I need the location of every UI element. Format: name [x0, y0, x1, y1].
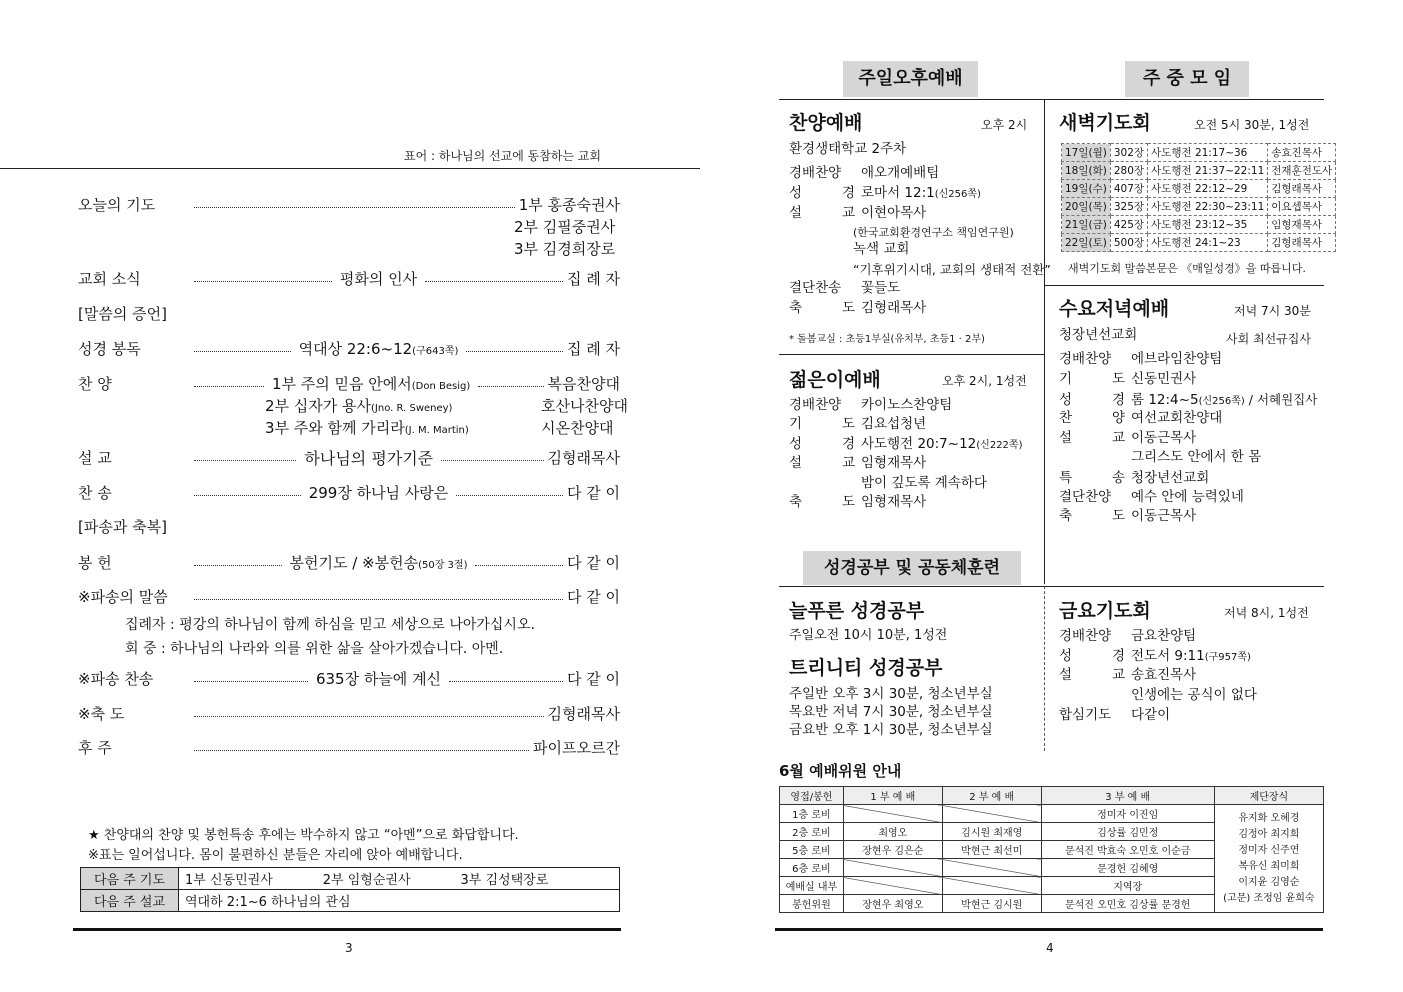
- table-cell: 최영오: [843, 823, 942, 841]
- friday-row: 설 교 송효진목사: [1059, 667, 1197, 683]
- table-cell: 지역장: [1041, 877, 1214, 895]
- praise-extra: 녹색 교회: [853, 241, 910, 257]
- sending-line-1: 집례자 : 평강의 하나님이 함께 하심을 믿고 세상으로 나아가십시오.: [125, 617, 535, 633]
- dawn-time: 오전 5시 30분, 1성전: [1194, 118, 1310, 132]
- praise-time: 오후 2시: [981, 118, 1028, 132]
- note-1: ★ 찬양대의 찬양 및 봉헌특송 후에는 박수하지 않고 “아멘”으로 화답합니다.: [88, 828, 519, 843]
- order-send-song: ※파송 찬송 635장 하늘에 계신 다 같 이: [78, 669, 620, 688]
- table-header: 2 부 예 배: [942, 787, 1041, 805]
- table-row: [1062, 180, 1336, 198]
- duty-table: [779, 786, 1324, 913]
- table-cell: [843, 805, 942, 823]
- table-row: 다음 주 기도 1부 신동민권사 2부 임형순권사 3부 김성택장로: [81, 868, 620, 890]
- table-cell: 1층 로비: [780, 805, 844, 823]
- table-row: [1062, 144, 1336, 162]
- praise-title: 찬양예배: [789, 112, 863, 134]
- friday-row: 성 경 전도서 9:11(구957쪽): [1059, 648, 1251, 664]
- altar-cell: [1214, 805, 1323, 913]
- friday-row: 인생에는 공식이 없다: [1131, 687, 1257, 703]
- bible1-line: 주일오전 10시 10분, 1성전: [789, 628, 948, 643]
- altar-name: 이지윤 김영순: [1238, 876, 1300, 888]
- table-cell: [942, 859, 1041, 877]
- table-cell: 이요셉목사: [1268, 198, 1336, 216]
- order-sermon: 설 교 하나님의 평가기준 김형래목사: [78, 448, 620, 468]
- duty-title: 6월 예배위원 안내: [779, 762, 902, 780]
- table-cell: 장현우 김은순: [843, 841, 942, 859]
- table-cell: 302장: [1110, 144, 1147, 162]
- table-cell: 봉헌위원: [780, 895, 844, 913]
- table-cell: 사도행전 21:17~36: [1148, 144, 1268, 162]
- wed-row: 설 교 이동근목사: [1059, 430, 1197, 446]
- banner-sunday-afternoon: 주일오후예배: [843, 61, 978, 97]
- bottom-rule: [775, 928, 1323, 931]
- wed-row: 찬 양 여선교회찬양대: [1059, 410, 1223, 426]
- sending-line-2: 회 중 : 하나님의 나라와 의를 위한 삶을 살아가겠습니다. 아멘.: [125, 641, 504, 657]
- table-header: 3 부 예 배: [1041, 787, 1214, 805]
- table-cell: 425장: [1110, 216, 1147, 234]
- table-header-row: [780, 787, 1324, 805]
- altar-name: 복유신 최미희: [1238, 860, 1300, 872]
- table-cell: 6층 로비: [780, 859, 844, 877]
- wed-sub-right: 사회 최선규집사: [1226, 332, 1311, 346]
- altar-name: 정미자 신주연: [1238, 844, 1300, 856]
- friday-row: 경배찬양 금요찬양팀: [1059, 628, 1197, 644]
- wed-row: 성 경 롬 12:4~5(신256쪽) / 서혜원집사: [1059, 392, 1318, 408]
- praise-extra: (한국교회환경연구소 책임연구원): [853, 226, 1014, 239]
- praise-row: 경배찬양 애오개예배팀: [789, 165, 940, 181]
- youth-row: 성 경 사도행전 20:7~12(신222쪽): [789, 436, 1023, 452]
- praise-sub: 환경생태학교 2주차: [789, 141, 907, 157]
- table-cell: 김형래목사: [1268, 180, 1336, 198]
- table-row: [1062, 162, 1336, 180]
- table-row: 다음 주 설교 역대하 2:1~6 하나님의 관심: [81, 890, 620, 912]
- table-cell: 김시원 최재영: [942, 823, 1041, 841]
- banner-weekday: 주 중 모 임: [1125, 61, 1249, 97]
- praise-row: 결단찬송 꽃들도: [789, 280, 901, 296]
- table-cell: 20일(목): [1062, 198, 1111, 216]
- wed-row: 경배찬양 에브라임찬양팀: [1059, 351, 1223, 367]
- table-cell: [843, 859, 942, 877]
- prayer-line-3: 3부 김경희장로: [514, 240, 616, 258]
- bible2-line: 목요반 저녁 7시 30분, 청소년부실: [789, 704, 993, 720]
- hymn-2: 2부 십자가 용사(Jno. R. Sweney): [265, 397, 453, 415]
- table-cell: 문경헌 김혜영: [1041, 859, 1214, 877]
- praise-row: 축 도 김형래목사: [789, 300, 927, 316]
- table-cell: 장현우 최영오: [843, 895, 942, 913]
- bible2-line: 주일반 오후 3시 30분, 청소년부실: [789, 686, 993, 702]
- praise-extra: “기후위기시대, 교회의 생태적 전환”: [853, 262, 1051, 277]
- wed-time: 저녁 7시 30분: [1234, 304, 1311, 318]
- youth-row: 축 도 임형재목사: [789, 494, 927, 510]
- wed-row: 결단찬양 예수 안에 능력있네: [1059, 489, 1244, 505]
- order-postlude: 후 주 파이프오르간: [78, 738, 620, 757]
- youth-row: 경배찬양 카이노스찬양팀: [789, 397, 953, 413]
- table-cell: [942, 805, 1041, 823]
- table-cell: 임형재목사: [1268, 216, 1336, 234]
- wed-row: 특 송 청장년선교회: [1059, 470, 1210, 486]
- altar-name: (고문) 조정임 윤희숙: [1223, 892, 1315, 904]
- youth-row: 설 교 임형재목사: [789, 455, 927, 471]
- order-news: 교회 소식 평화의 인사 집 례 자: [78, 269, 621, 288]
- dawn-title: 새벽기도회: [1059, 112, 1151, 134]
- table-cell: 박현근 최선미: [942, 841, 1041, 859]
- wed-title: 수요저녁예배: [1059, 298, 1170, 320]
- order-prayer: [78, 193, 620, 215]
- hymn-3: 3부 주와 함께 가리라(J. M. Martin): [265, 419, 469, 437]
- table-header: 제단장식: [1214, 787, 1323, 805]
- altar-name: 유지화 오혜경: [1238, 812, 1300, 824]
- section-sending: [파송과 축복]: [78, 518, 167, 536]
- table-cell: [843, 877, 942, 895]
- next-week-table: [80, 867, 620, 912]
- table-row: [1062, 198, 1336, 216]
- page-number: 3: [345, 941, 353, 955]
- table-cell: 22일(토): [1062, 234, 1111, 252]
- order-reading: 성경 봉독 역대상 22:6~12(구643쪽) 집 례 자: [78, 339, 620, 358]
- table-cell: 325장: [1110, 198, 1147, 216]
- friday-row: 합심기도 다같이: [1059, 707, 1171, 723]
- order-sending: ※파송의 말씀 다 같 이: [78, 587, 620, 606]
- table-cell: [942, 877, 1041, 895]
- top-rule: [0, 168, 700, 169]
- table-cell: 송효진목사: [1268, 144, 1336, 162]
- prayer-line-2: 2부 김필중권사: [514, 218, 616, 236]
- table-cell: 박현근 김시원: [942, 895, 1041, 913]
- page-number: 4: [1046, 941, 1054, 955]
- praise-row: 설 교 이현아목사: [789, 205, 927, 221]
- praise-row: 성 경 로마서 12:1(신256쪽): [789, 185, 981, 201]
- table-cell: 18일(화): [1062, 162, 1111, 180]
- altar-name: 김정아 최지희: [1238, 828, 1300, 840]
- wed-row: 축 도 이동근목사: [1059, 508, 1197, 524]
- table-cell: 17일(월): [1062, 144, 1111, 162]
- bible2-title: 트리니티 성경공부: [789, 657, 943, 679]
- table-cell: 500장: [1110, 234, 1147, 252]
- note-2: ※표는 일어섭니다. 몸이 불편하신 분들은 자리에 앉아 예배합니다.: [88, 848, 463, 863]
- wed-row: 기 도 신동민권사: [1059, 371, 1197, 387]
- table-cell: 21일(금): [1062, 216, 1111, 234]
- table-cell: 사도행전 21:37~22:11: [1148, 162, 1268, 180]
- table-row: [780, 805, 1324, 823]
- table-cell: 19일(수): [1062, 180, 1111, 198]
- youth-title: 젊은이예배: [789, 369, 881, 391]
- banner-bible-study: 성경공부 및 공동체훈련: [803, 551, 1021, 585]
- table-cell: 정미자 이진임: [1041, 805, 1214, 823]
- order-offering: 봉 헌 봉헌기도 / ※봉헌송(50장 3절) 다 같 이: [78, 553, 620, 572]
- dawn-note: 새벽기도회 말씀본문은 《매일성경》을 따릅니다.: [1068, 262, 1306, 275]
- table-header: 영접/봉헌: [780, 787, 844, 805]
- table-cell: 280장: [1110, 162, 1147, 180]
- table-row: [1062, 216, 1336, 234]
- order-label: 오늘의 기도: [78, 195, 156, 214]
- bottom-rule: [73, 928, 621, 931]
- table-cell: 문석진 오민호 김상률 문경헌: [1041, 895, 1214, 913]
- order-hymn: 찬 양 1부 주의 믿음 안에서(Don Besig) 복음찬양대: [78, 374, 620, 393]
- table-cell: 2층 로비: [780, 823, 844, 841]
- hymn-2-choir: 호산나찬양대: [541, 397, 628, 415]
- friday-title: 금요기도회: [1059, 600, 1151, 622]
- youth-time: 오후 2시, 1성전: [942, 374, 1027, 388]
- table-cell: 전재훈전도사: [1268, 162, 1336, 180]
- table-cell: 407장: [1110, 180, 1147, 198]
- hymn-3-choir: 시온찬양대: [541, 419, 614, 437]
- table-cell: 김상률 김민정: [1041, 823, 1214, 841]
- table-cell: 김형래목사: [1268, 234, 1336, 252]
- table-cell: 문석진 박효숙 오민호 이순금: [1041, 841, 1214, 859]
- table-cell: 사도행전 23:12~35: [1148, 216, 1268, 234]
- order-song: 찬 송 299장 하나님 사랑은 다 같 이: [78, 483, 620, 502]
- table-cell: 예배실 내부: [780, 877, 844, 895]
- dawn-table: [1061, 143, 1336, 252]
- youth-row: 밤이 깊도록 계속하다: [861, 475, 987, 491]
- order-blessing: ※축 도 김형래목사: [78, 704, 620, 723]
- wed-sub: 청장년선교회: [1059, 327, 1138, 343]
- motto: 표어 : 하나님의 선교에 동참하는 교회: [404, 149, 601, 163]
- bible1-title: 늘푸른 성경공부: [789, 600, 925, 622]
- column-divider: [1044, 99, 1045, 584]
- order-value: 1부 홍종숙권사: [518, 195, 620, 214]
- table-header: 1 부 예 배: [843, 787, 942, 805]
- table-row: [1062, 234, 1336, 252]
- wed-row: 그리스도 안에서 한 몸: [1131, 449, 1262, 465]
- table-cell: 사도행전 22:30~23:11: [1148, 198, 1268, 216]
- table-cell: 사도행전 24:1~23: [1148, 234, 1268, 252]
- friday-time: 저녁 8시, 1성전: [1224, 606, 1309, 620]
- bible2-line: 금요반 오후 1시 30분, 청소년부실: [789, 722, 993, 738]
- table-cell: 5층 로비: [780, 841, 844, 859]
- praise-foot: * 돌봄교실 : 초등1부실(유치부, 초등1 · 2부): [789, 334, 985, 345]
- table-cell: 사도행전 22:12~29: [1148, 180, 1268, 198]
- youth-row: 기 도 김요섭청년: [789, 416, 927, 432]
- section-word: [말씀의 증언]: [78, 305, 167, 323]
